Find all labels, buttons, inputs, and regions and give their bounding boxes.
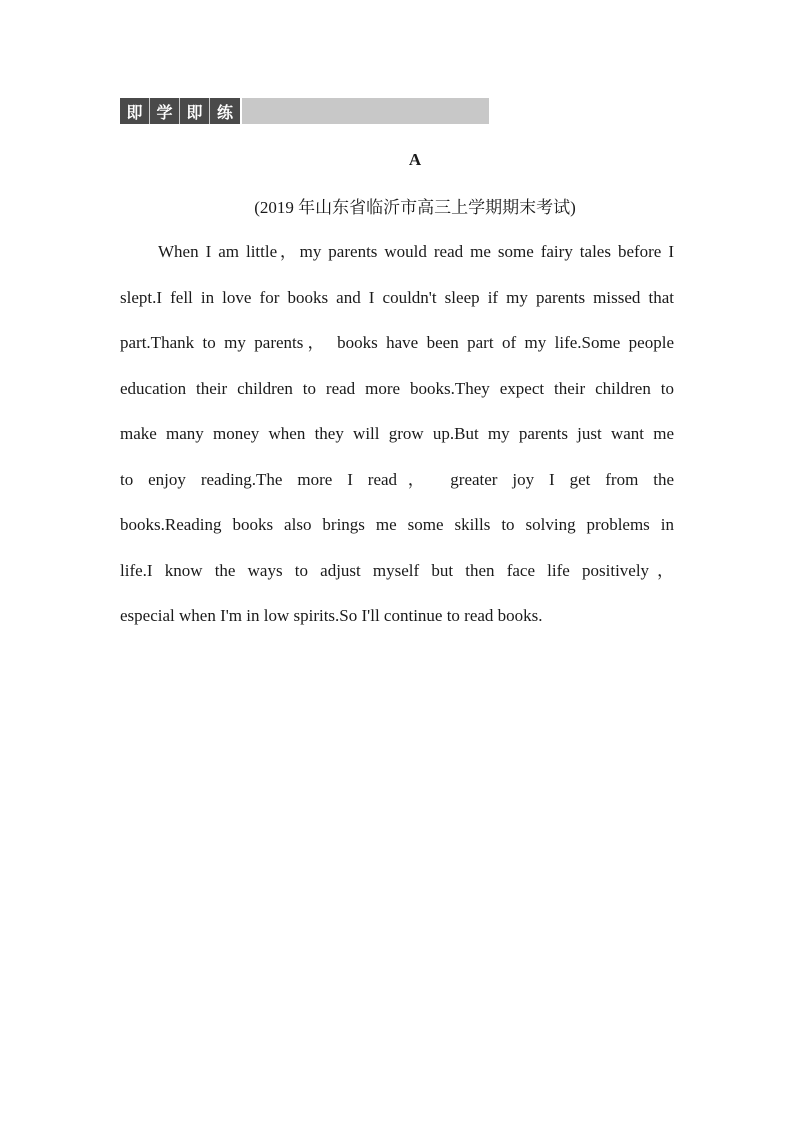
passage-line: slept.I fell in love for books and I couldn't sleep if my parents missed that	[120, 287, 674, 307]
passage-line: books.Reading books also brings me some skills to solving problems in	[120, 515, 674, 534]
section-banner	[120, 98, 489, 124]
passage-line: When I am little，my parents would read me some fairy tales before I	[158, 242, 674, 261]
banner-char: 即	[120, 98, 150, 124]
banner-bar	[242, 98, 489, 124]
banner-char: 即	[180, 98, 210, 124]
passage-line: education their children to read more books.They expect their children to	[120, 378, 674, 398]
banner-label	[120, 98, 240, 124]
banner-char: 练	[216, 102, 233, 122]
passage	[120, 235, 674, 645]
passage-line: life.I know the ways to adjust myself but then face life positively，	[120, 560, 674, 580]
passage-line: especial when I'm in low spirits.So I'll continue to read books.	[120, 606, 543, 625]
section-letter: A	[408, 150, 422, 169]
banner-char: 学	[150, 98, 180, 124]
passage-line: part.Thank to my parents， books have been part of my life.Some people	[120, 333, 674, 352]
passage-line: to enjoy reading.The more I read， greater joy I get from the	[120, 469, 674, 489]
passage-line: make many money when they will grow up.But my parents just want me	[120, 424, 674, 443]
source-citation: (2019 年山东省临沂市高三上学期期末考试)	[254, 198, 576, 217]
